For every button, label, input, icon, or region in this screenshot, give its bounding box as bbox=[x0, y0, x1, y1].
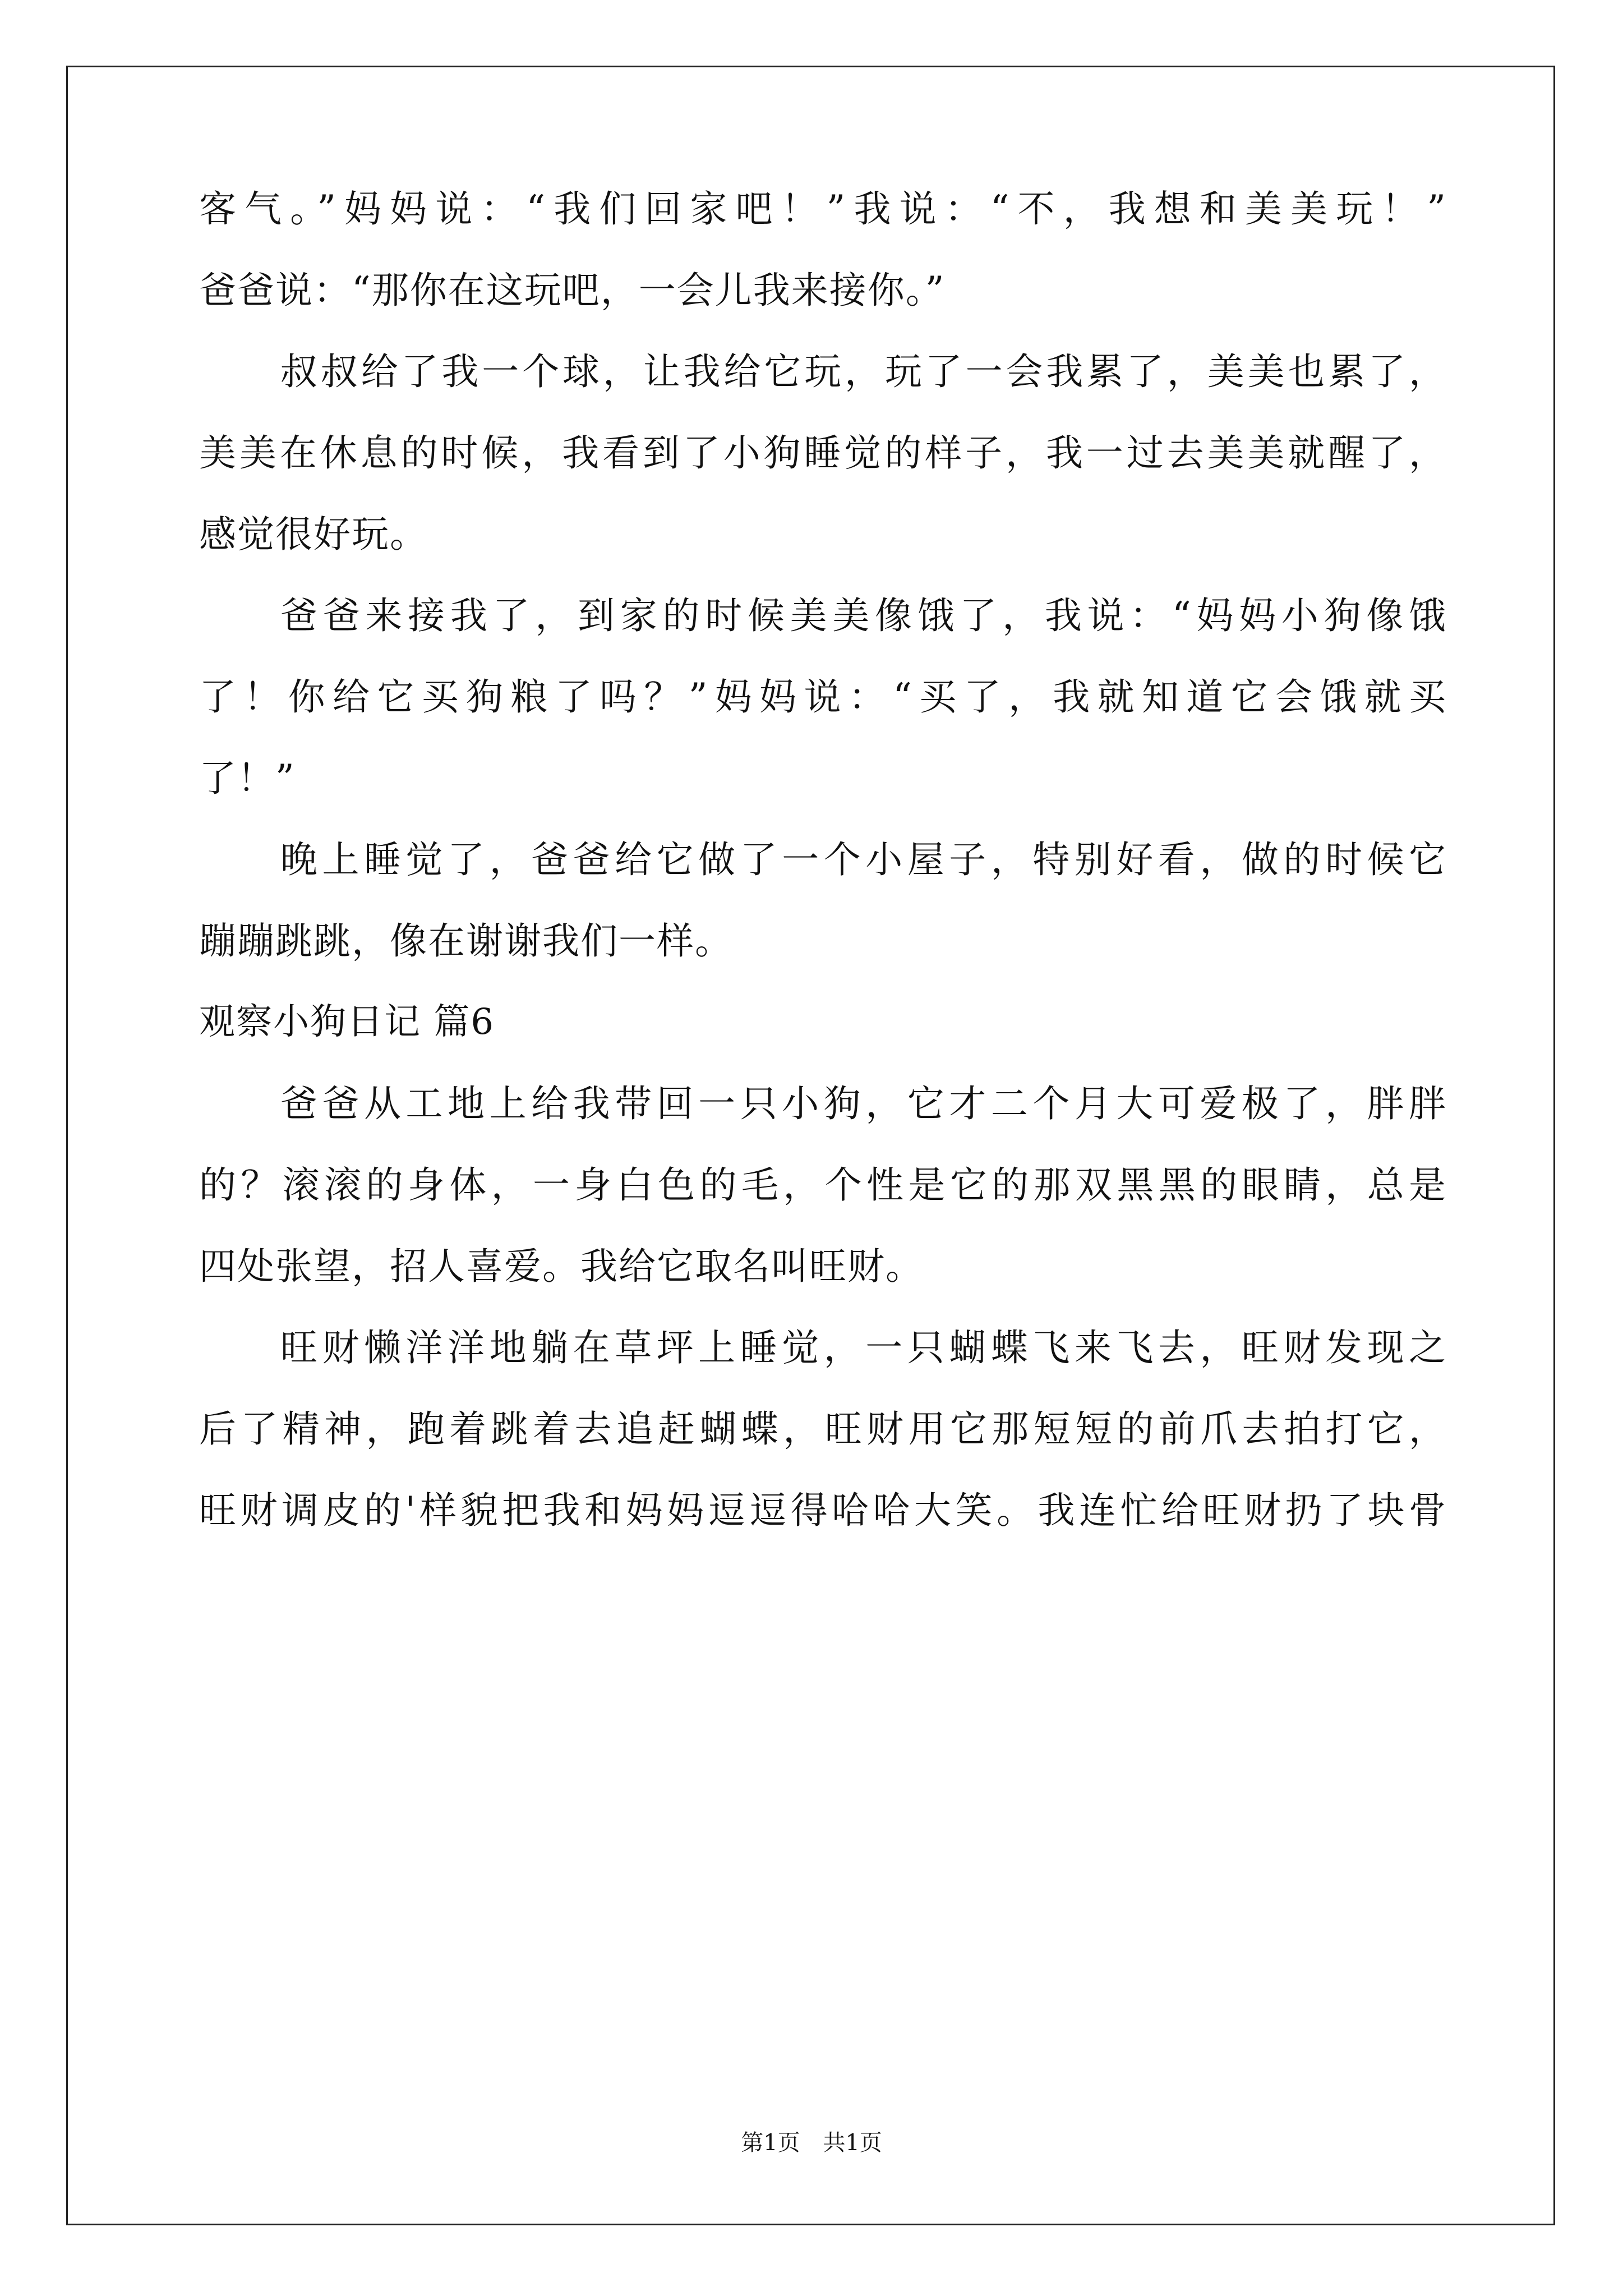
text-line: 了！” bbox=[199, 757, 296, 800]
text-line: 的？滚滚的身体，一身白色的毛，个性是它的那双黑黑的眼睛，总是 bbox=[199, 1163, 1447, 1207]
paragraph-first-line: 爸爸从工地上给我带回一只小狗，它才二个月大可爱极了，胖胖 bbox=[280, 1082, 1447, 1125]
text-line: 客气。”妈妈说：“我们回家吧！”我说：“不，我想和美美玩！” bbox=[199, 187, 1447, 231]
text-line: 四处张望，招人喜爱。我给它取名叫旺财。 bbox=[199, 1245, 924, 1288]
page-number: 第1页 bbox=[741, 2130, 800, 2156]
paragraph-first-line: 旺财懒洋洋地躺在草坪上睡觉，一只蝴蝶飞来飞去，旺财发现之 bbox=[280, 1326, 1447, 1369]
paragraph-first-line: 爸爸来接我了，到家的时候美美像饿了，我说：“妈妈小狗像饿 bbox=[280, 594, 1447, 637]
document-body bbox=[199, 168, 1447, 1551]
page-footer bbox=[0, 2126, 1623, 2160]
text-line: 美美在休息的时候，我看到了小狗睡觉的样子，我一过去美美就醒了， bbox=[199, 431, 1447, 475]
section-heading: 观察小狗日记 篇6 bbox=[199, 1001, 495, 1043]
text-line: 后了精神，跑着跳着去追赶蝴蝶，旺财用它那短短的前爪去拍打它， bbox=[199, 1407, 1447, 1451]
text-line: 爸爸说：“那你在这玩吧，一会儿我来接你。” bbox=[199, 269, 946, 312]
text-line: 旺财调皮的'样貌把我和妈妈逗逗得哈哈大笑。我连忙给旺财扔了块骨 bbox=[199, 1489, 1447, 1532]
paragraph-first-line: 晚上睡觉了，爸爸给它做了一个小屋子，特别好看，做的时候它 bbox=[280, 838, 1447, 881]
text-line: 感觉很好玩。 bbox=[199, 513, 428, 556]
page-total: 共1页 bbox=[823, 2130, 882, 2156]
text-line: 了！你给它买狗粮了吗？”妈妈说：“买了，我就知道它会饿就买 bbox=[199, 675, 1447, 719]
paragraph-first-line: 叔叔给了我一个球，让我给它玩，玩了一会我累了，美美也累了， bbox=[280, 350, 1447, 393]
text-line: 蹦蹦跳跳，像在谢谢我们一样。 bbox=[199, 919, 733, 963]
